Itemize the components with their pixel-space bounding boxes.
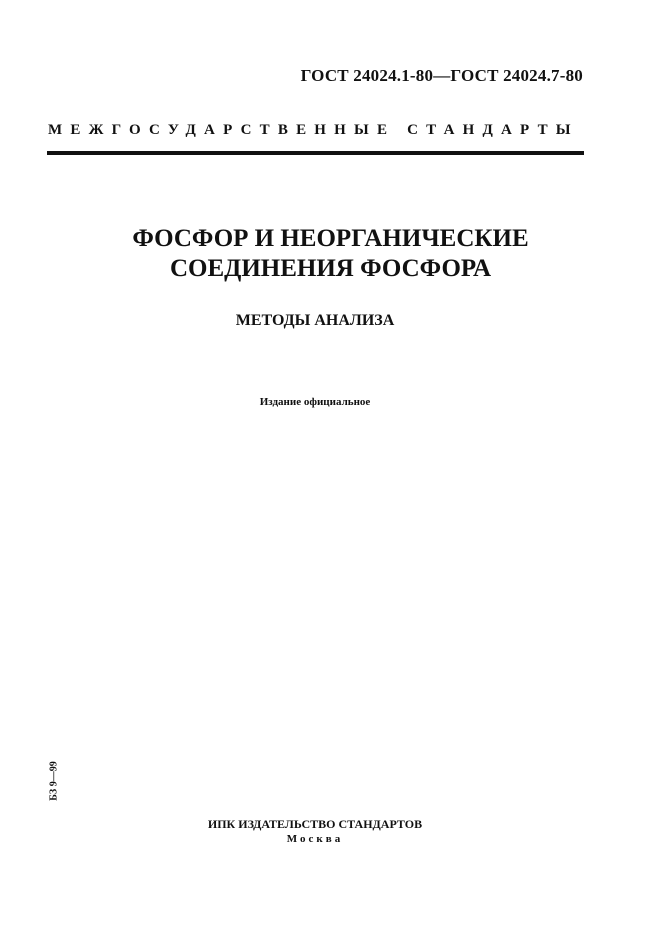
margin-stamp <box>44 756 64 806</box>
stamp-text: БЗ 9—99 <box>48 761 60 801</box>
title-line-1: ФОСФОР И НЕОРГАНИЧЕСКИЕ <box>132 225 529 252</box>
edition-note: Издание официальное <box>259 396 371 408</box>
heading-rule <box>47 151 584 155</box>
publisher-block <box>0 817 630 847</box>
document-title <box>0 224 661 284</box>
publisher-city: Москва <box>286 833 344 845</box>
series-heading: МЕЖГОСУДАРСТВЕННЫЕ СТАНДАРТЫ <box>48 122 579 138</box>
publisher-name: ИПК ИЗДАТЕЛЬСТВО СТАНДАРТОВ <box>207 817 423 831</box>
title-line-2: СОЕДИНЕНИЯ ФОСФОРА <box>169 255 492 282</box>
document-subtitle: МЕТОДЫ АНАЛИЗА <box>235 312 395 329</box>
standard-designation: ГОСТ 24024.1-80—ГОСТ 24024.7-80 <box>300 66 583 85</box>
